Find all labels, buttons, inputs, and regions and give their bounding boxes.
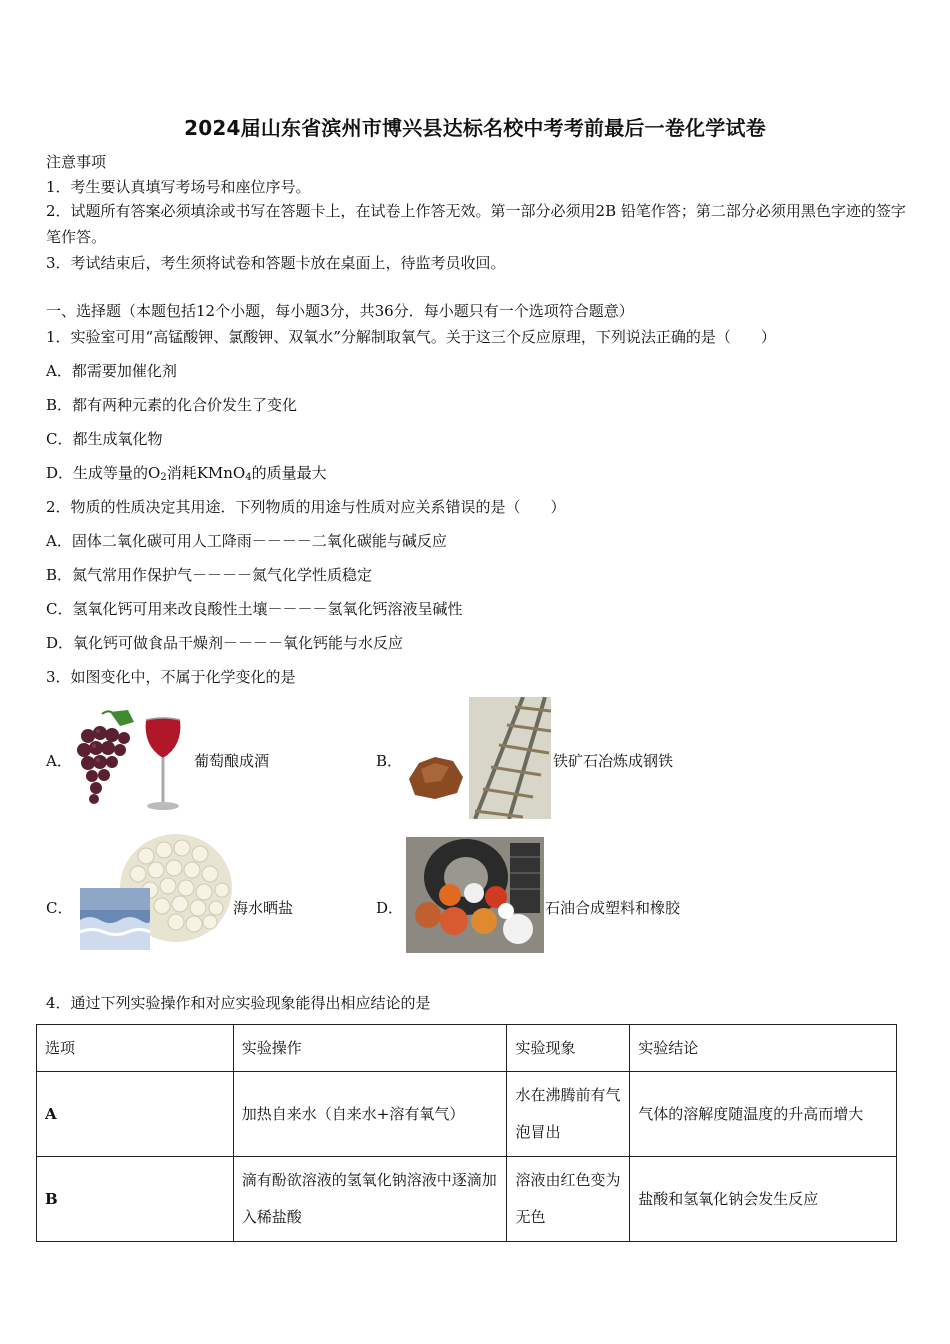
q1-d-text-3: 的质量最大	[251, 464, 327, 482]
q2-option-d: D．氧化钙可做食品干燥剂－－－－氧化钙能与水反应	[46, 634, 404, 652]
page-title: 2024届山东省滨州市博兴县达标名校中考考前最后一卷化学试卷	[184, 116, 766, 140]
sea-salt-image	[80, 834, 232, 958]
row-a-operation: 加热自来水（自来水+溶有氧气）	[233, 1072, 507, 1157]
q1-option-c: C．都生成氧化物	[46, 430, 163, 448]
header-conclusion: 实验结论	[630, 1025, 897, 1072]
q3-a-label: A．	[46, 752, 72, 770]
q3-b-caption: 铁矿石冶炼成钢铁	[553, 752, 674, 770]
q1-d-text-2: 消耗KMnO	[166, 464, 246, 482]
q3-stem: 3．如图变化中，不属于化学变化的是	[46, 668, 296, 686]
row-a-phenomenon: 水在沸腾前有气泡冒出	[507, 1072, 630, 1157]
q2-option-b: B．氮气常用作保护气－－－－氮气化学性质稳定	[46, 566, 373, 584]
notice-heading: 注意事项	[46, 153, 107, 171]
row-b-phenomenon: 溶液由红色变为无色	[507, 1157, 630, 1242]
row-b-operation: 滴有酚欲溶液的氢氧化钠溶液中逐滴加入稀盐酸	[233, 1157, 507, 1242]
q3-c-label: C．	[46, 899, 73, 917]
table-row	[37, 1157, 897, 1242]
q3-d-label: D．	[376, 899, 404, 917]
q3-d-caption: 石油合成塑料和橡胶	[545, 899, 681, 917]
section-heading: 一、选择题（本题包括12个小题，每小题3分，共36分．每小题只有一个选项符合题意）	[46, 302, 634, 320]
notice-item-2: 2．试题所有答案必须填涂或书写在答题卡上，在试卷上作答无效。第一部分必须用2B 铅笔作答；第二部分必须用黑色字迹的签字笔作答。	[46, 202, 906, 246]
q2-option-a: A．固体二氧化碳可用人工降雨－－－－二氧化碳能与碱反应	[46, 532, 447, 550]
notice-item-1: 1．考生要认真填写考场号和座位序号。	[46, 178, 311, 196]
header-operation: 实验操作	[233, 1025, 507, 1072]
q2-stem: 2．物质的性质决定其用途．下列物质的用途与性质对应关系错误的是（ ）	[46, 498, 566, 516]
q4-table	[36, 1024, 897, 1242]
q3-a-caption: 葡萄酿成酒	[194, 752, 270, 770]
q3-c-caption: 海水晒盐	[233, 899, 294, 917]
header-phenomenon: 实验现象	[507, 1025, 630, 1072]
row-b-conclusion: 盐酸和氢氧化钠会发生反应	[630, 1157, 897, 1242]
iron-ore-rail-image	[405, 697, 551, 823]
table-header-row	[37, 1025, 897, 1072]
header-option: 选项	[37, 1025, 234, 1072]
row-b-option: B	[37, 1157, 234, 1242]
notice-item-3: 3．考试结束后，考生须将试卷和答题卡放在桌面上，待监考员收回。	[46, 254, 506, 272]
q2-option-c: C．氢氧化钙可用来改良酸性土壤－－－－氢氧化钙溶液呈碱性	[46, 600, 463, 618]
q1-option-b: B．都有两种元素的化合价发生了变化	[46, 396, 298, 414]
row-a-conclusion: 气体的溶解度随温度的升高而增大	[630, 1072, 897, 1157]
row-a-option: A	[37, 1072, 234, 1157]
q1-option-d	[46, 463, 327, 488]
table-row	[37, 1072, 897, 1157]
q1-option-a: A．都需要加催化剂	[46, 362, 177, 380]
q1-d-text-1: D．生成等量的O	[46, 464, 161, 482]
tires-balls-image	[406, 837, 544, 957]
q1-d-sub-2: 4	[245, 472, 252, 483]
grape-wine-image	[74, 708, 190, 818]
q1-stem: 1．实验室可用“高锰酸钾、氯酸钾、双氧水”分解制取氧气。关于这三个反应原理，下列说法正确的是（ ）	[46, 328, 776, 346]
q3-b-label: B．	[376, 752, 403, 770]
q4-stem: 4．通过下列实验操作和对应实验现象能得出相应结论的是	[46, 994, 431, 1012]
q1-d-sub-1: 2	[160, 472, 167, 483]
